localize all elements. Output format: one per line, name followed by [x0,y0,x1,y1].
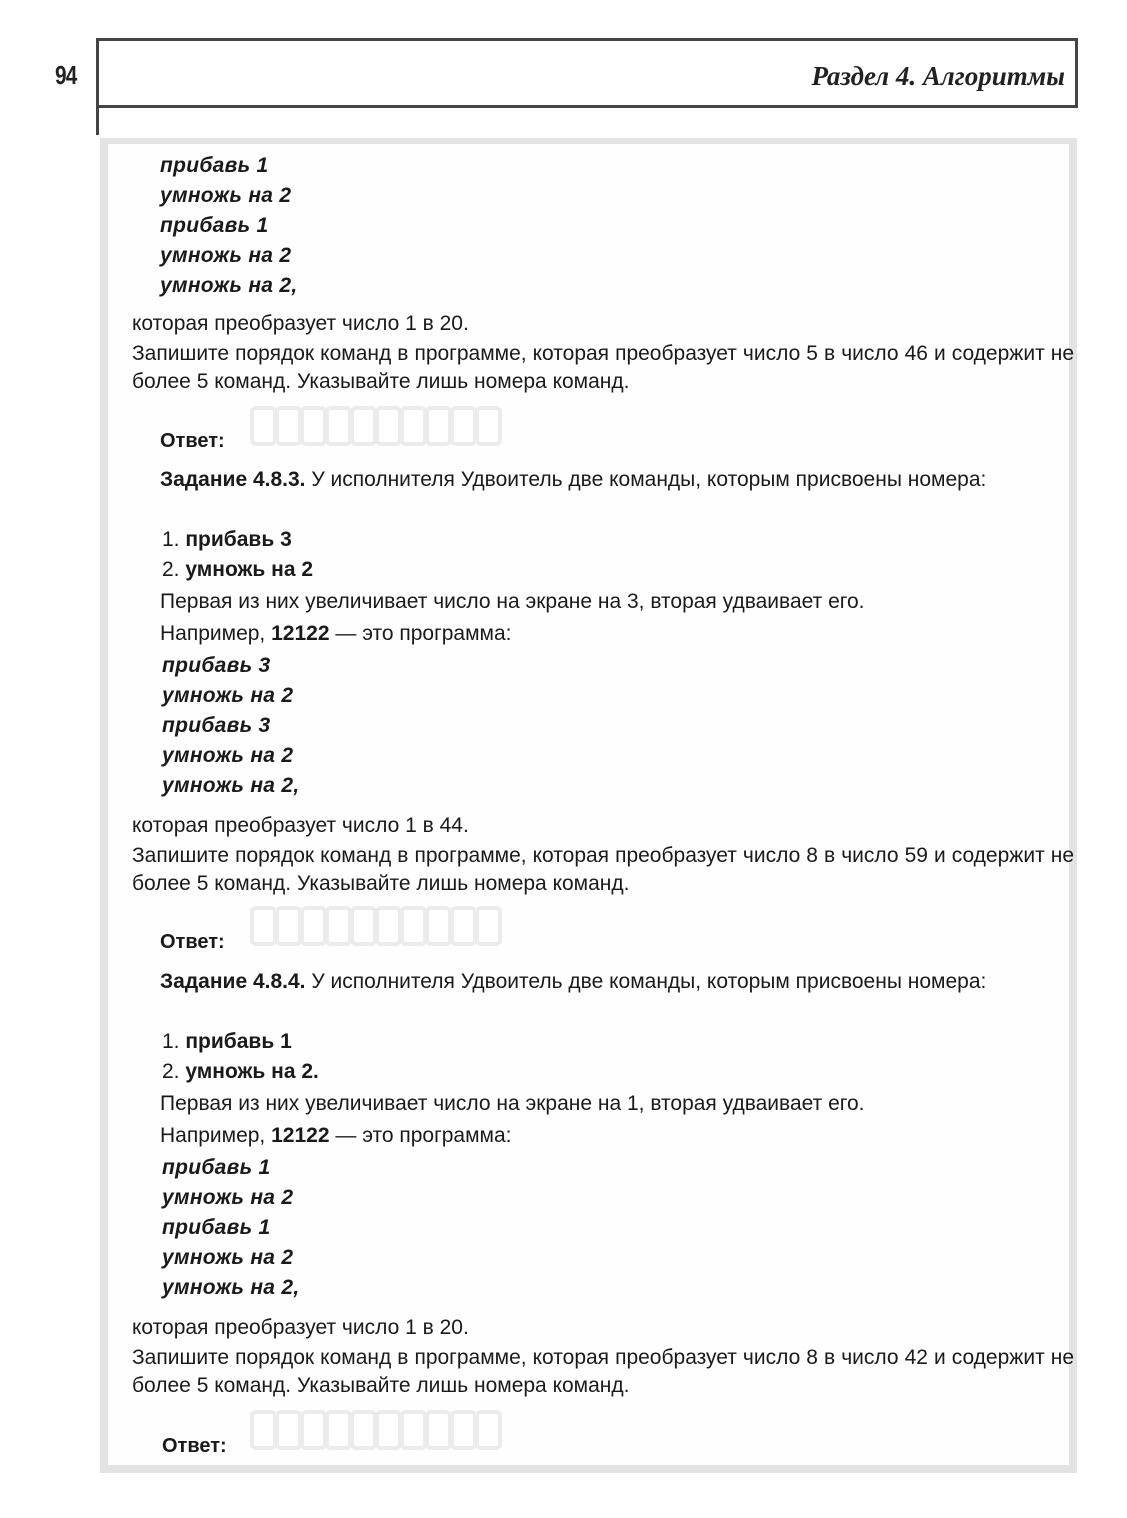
command-line: прибавь 1 [160,214,269,237]
content-area [108,144,1074,1465]
answer-cell[interactable] [250,906,277,946]
command-line: прибавь 1 [162,1216,271,1239]
command-line: умножь на 2 [162,744,294,767]
answer-cell[interactable] [375,1410,402,1450]
instruction-text: Запишите порядок команд в программе, которая преобразует число 5 в число 46 и содержит не более 5 команд. Указывайте лишь номера команд. [132,342,1074,393]
answer-cell[interactable] [375,406,402,446]
example-suffix: — это программа: [335,1124,512,1147]
answer-cell[interactable] [325,406,352,446]
command-definition [162,1028,292,1056]
answer-label: Ответ: [160,430,225,452]
result-line: которая преобразует число 1 в 20. [132,312,469,335]
answer-cells[interactable] [250,1410,502,1450]
answer-cell[interactable] [450,1410,477,1450]
task-4-8-3-intro [132,466,1074,494]
command-name: умножь на 2. [185,1060,319,1083]
example-suffix: — это программа: [335,622,512,645]
command-line: прибавь 1 [160,154,269,177]
result-line: которая преобразует число 1 в 44. [132,814,469,837]
example-prefix: Например, [160,1124,266,1147]
example-line [160,1122,511,1150]
command-number: 1. [162,1030,180,1053]
answer-cells[interactable] [250,406,502,446]
command-line: умножь на 2 [162,1186,294,1209]
command-definition [162,556,313,584]
command-definition [162,526,292,554]
task-intro: У исполнителя Удвоитель две команды, которым присвоены номера: [305,468,987,491]
description-text: Первая из них увеличивает число на экране на 1, вторая удваивает его. [160,1092,865,1115]
answer-cell[interactable] [350,906,377,946]
answer-label: Ответ: [160,931,225,953]
command-number: 1. [162,528,180,551]
section-header [96,38,1078,108]
answer-label: Ответ: [162,1435,227,1457]
answer-cell[interactable] [325,906,352,946]
answer-cell[interactable] [400,406,427,446]
header-left-rule [96,105,99,135]
command-line: прибавь 1 [162,1156,271,1179]
command-line: умножь на 2 [162,684,294,707]
answer-cell[interactable] [450,406,477,446]
answer-cell[interactable] [400,1410,427,1450]
content-panel [100,138,1077,1473]
answer-cell[interactable] [475,906,502,946]
answer-cell[interactable] [325,1410,352,1450]
command-name: прибавь 1 [185,1030,292,1053]
answer-cell[interactable] [250,1410,277,1450]
answer-cell[interactable] [300,906,327,946]
task-intro: У исполнителя Удвоитель две команды, которым присвоены номера: [305,970,987,993]
command-line: умножь на 2 [160,244,292,267]
example-line [160,620,511,648]
answer-cell[interactable] [275,1410,302,1450]
answer-cells[interactable] [250,906,502,946]
task-4-8-4-intro [132,968,1074,996]
command-line: умножь на 2, [162,1276,300,1299]
answer-cell[interactable] [300,1410,327,1450]
command-line: умножь на 2, [162,774,300,797]
answer-cell[interactable] [425,1410,452,1450]
answer-cell[interactable] [300,406,327,446]
answer-cell[interactable] [250,406,277,446]
instruction-text: Запишите порядок команд в программе, которая преобразует число 8 в число 42 и содержит не более 5 команд. Указывайте лишь номера команд. [132,1346,1074,1397]
task-title: Задание 4.8.3. [160,468,306,491]
task-title: Задание 4.8.4. [160,970,306,993]
answer-cell[interactable] [350,1410,377,1450]
answer-cell[interactable] [475,406,502,446]
answer-cell[interactable] [450,906,477,946]
command-line: умножь на 2 [160,184,292,207]
description-text: Первая из них увеличивает число на экране на 3, вторая удваивает его. [160,590,865,613]
command-line: прибавь 3 [162,714,271,737]
command-name: умножь на 2 [185,558,314,581]
command-number: 2. [162,1060,180,1083]
answer-cell[interactable] [400,906,427,946]
answer-cell[interactable] [275,406,302,446]
example-code: 12122 [271,1124,330,1147]
section-title: Раздел 4. Алгоритмы [811,61,1065,91]
example-prefix: Например, [160,622,266,645]
page-number: 94 [55,60,77,90]
answer-cell[interactable] [275,906,302,946]
example-code: 12122 [271,622,330,645]
command-definition [162,1058,319,1086]
answer-cell[interactable] [425,906,452,946]
answer-cell[interactable] [375,906,402,946]
command-line: умножь на 2, [160,274,298,297]
answer-cell[interactable] [350,406,377,446]
command-line: прибавь 3 [162,654,271,677]
result-line: которая преобразует число 1 в 20. [132,1316,469,1339]
instruction-text: Запишите порядок команд в программе, которая преобразует число 8 в число 59 и содержит не более 5 команд. Указывайте лишь номера команд. [132,844,1074,895]
command-line: умножь на 2 [162,1246,294,1269]
answer-cell[interactable] [425,406,452,446]
command-name: прибавь 3 [185,528,292,551]
answer-cell[interactable] [475,1410,502,1450]
command-number: 2. [162,558,180,581]
